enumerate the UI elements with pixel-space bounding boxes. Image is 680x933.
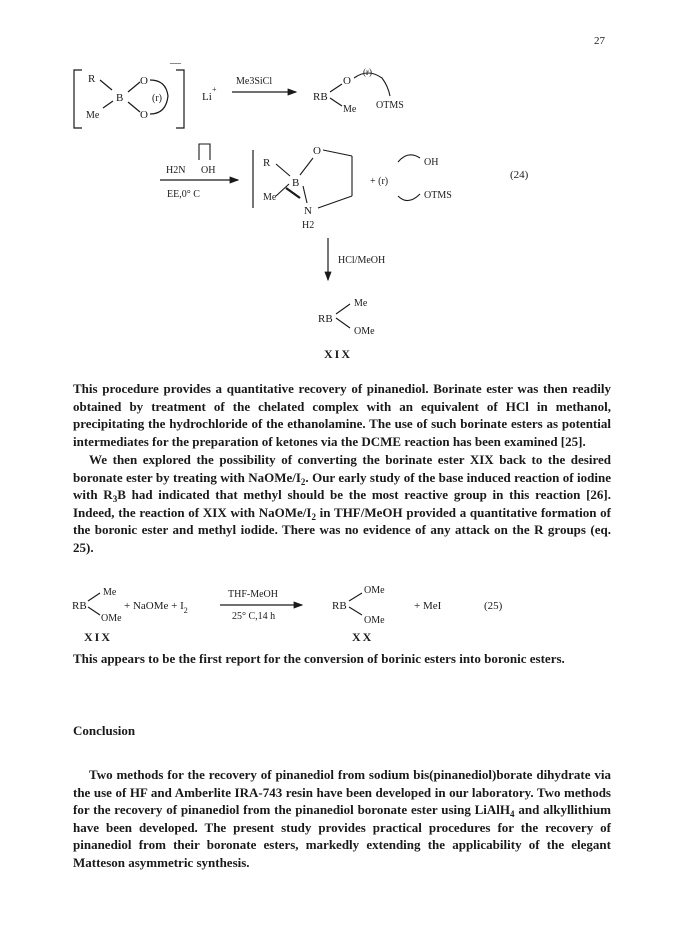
atom-o-upper: O — [140, 75, 148, 87]
paragraph-conclusion: Two methods for the recovery of pinanediol from sodium bis(pinanediol)borate dihydrate via the use of HF and Amberlite IRA-743 resin have been developed in our laboratory. Two methods for the recovery of pinanediol from the pinanediol boronate ester using LiAlH$_4$ and alkyllithium have been developed. The present study provides practical procedures for the recovery of pinanediol from their boronate esters, markedly extending the applicability of the elegant Matteson asymmetric synthesis. — [73, 767, 612, 870]
reagent-amine: H2N — [166, 165, 186, 176]
product2-ome: OMe — [354, 326, 375, 337]
paragraph-2: We then explored the possibility of converting the borinate ester XIX back to the desired boronate ester by treating with NaOMe/$I_2$. Our early study of the base induced reaction of iodine with $R_3B$ had indicated that methyl should be the most reactive group in this reaction [26]. Indeed, the reaction of XIX with NaOMe/$I_2$ in THF/MeOH provided a quantitative formation of the boronic ester and methyl iodide. There was no evidence of any attack on the R groups (eq. 25). — [73, 452, 611, 555]
chelate-n: N — [304, 205, 312, 217]
eq-number-25: (25) — [484, 600, 503, 612]
product-o: O — [343, 75, 351, 87]
reactant-ome: OMe — [101, 613, 122, 624]
counter-ion: Li — [202, 91, 212, 103]
atom-b: B — [116, 92, 124, 104]
side-otms: OTMS — [424, 190, 452, 201]
compound-label-xix-eq25: XIX — [84, 630, 113, 644]
conditions-temp: 25° C,14 h — [232, 611, 276, 622]
chelate-o: O — [313, 145, 321, 157]
side-oh: OH — [424, 157, 439, 168]
atom-o-lower: O — [140, 109, 148, 121]
paragraph-3: This appears to be the first report for the conversion of borinic esters into boronic esters. — [73, 651, 565, 666]
conditions-2: EE,0° C — [167, 189, 200, 200]
product-r: (r) — [363, 67, 372, 77]
chelate-me: Me — [263, 192, 277, 203]
eq-number-24: (24) — [510, 169, 529, 181]
anion-charge: — — [170, 57, 181, 69]
product2-rb: RB — [318, 313, 333, 325]
reactant-rb: RB — [72, 600, 87, 612]
paragraph-1: This procedure provides a quantitative recovery of pinanediol. Borinate ester was then readily obtained by treatment of the chelated complex with an equivalent of HCl in methanol, precipitating the hydrochloride of the ethanolamine. The use of such borinate esters as potential intermediates for the preparation of ketones via the DCME reaction has been examined [25]. — [73, 381, 611, 449]
product-rb: RB — [313, 91, 328, 103]
reactant-me: Me — [103, 587, 117, 598]
compound-label-xx: XX — [352, 630, 374, 644]
reaction-scheme-24 — [0, 0, 680, 380]
chelate-r: R — [263, 157, 271, 169]
coproduct-mei: + MeI — [414, 600, 442, 612]
product2-me: Me — [354, 298, 368, 309]
product-me: Me — [343, 104, 357, 115]
reagent-hydroxyl: OH — [201, 165, 216, 176]
plus-r: + (r) — [370, 176, 389, 187]
reagent-tmscl: Me3SiCl — [236, 76, 273, 87]
reagent-hcl: HCl/MeOH — [338, 255, 386, 266]
page-number: 27 — [594, 35, 605, 47]
atom-me: Me — [86, 110, 100, 121]
product-rb-25: RB — [332, 600, 347, 612]
product-otms: OTMS — [376, 100, 404, 111]
conditions-solvent: THF-MeOH — [228, 589, 278, 600]
pinane-r: (r) — [152, 93, 162, 104]
chelate-h2: H2 — [302, 220, 315, 231]
section-heading-conclusion: Conclusion — [73, 723, 136, 738]
chelate-b: B — [292, 177, 300, 189]
reagents-naome: + NaOMe + $I_2$ — [124, 600, 188, 615]
atom-r: R — [88, 73, 96, 85]
counter-ion-charge: + — [212, 85, 217, 94]
compound-label-xix: XIX — [324, 347, 353, 361]
product-ome-upper: OMe — [364, 585, 385, 596]
product-ome-lower: OMe — [364, 615, 385, 626]
